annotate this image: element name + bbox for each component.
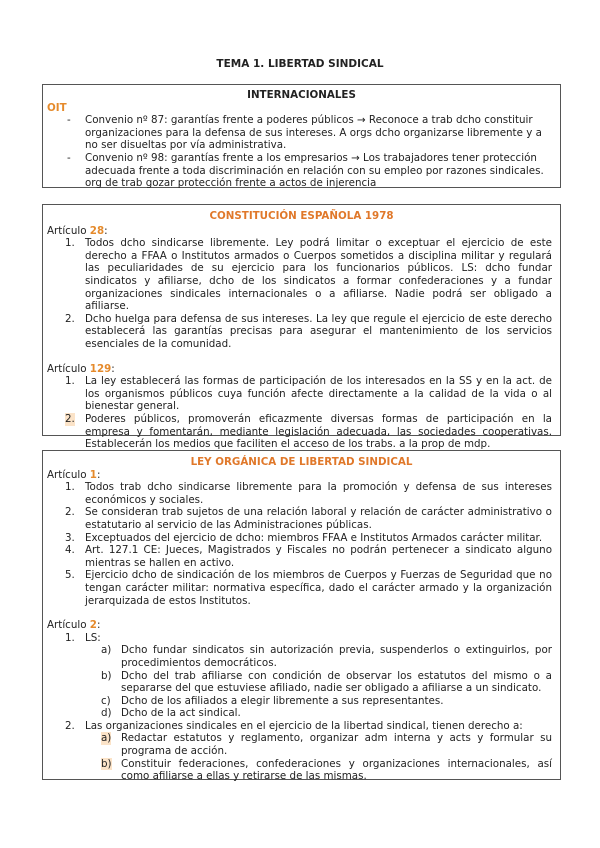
item-text: Art. 127.1 CE: Jueces, Magistrados y Fiscales no podrán pertenecer a sindicato alguno mientras se hallen en activo. [85,544,552,569]
item-text: La ley establecerá las formas de participación de los interesados en la SS y en la act. de los organismos públicos cuya función afecte directamente a la calidad de la vida o al bienestar general. [85,375,552,413]
article-label: Artículo 2: [47,619,101,632]
sub-item: d) Dcho de la act sindical. [101,707,241,720]
article-label: Artículo 129: [47,362,115,375]
article-number: 129 [89,362,112,375]
sub-item: a) Dcho fundar sindicatos sin autorización previa, suspenderlos o extinguirlos, por procedimientos democráticos. [101,644,552,669]
item-text: Se consideran trab sujetos de una relación laboral y relación de carácter administrativo o estatutario al servicio de las Administraciones públicas. [85,506,552,531]
section-heading: CONSTITUCIÓN ESPAÑOLA 1978 [209,210,394,222]
oit-label: OIT [47,101,67,114]
item-text: Las organizaciones sindicales en el ejercicio de la libertad sindical, tienen derecho a: [85,719,523,732]
list-item: 2. Poderes públicos, promoverán eficazmente diversas formas de participación en la empresa y fomentarán, mediante legislación adecuada, las sociedades cooperativas. Establecerán los medios que faciliten el acceso de los trabs. a la prop de mdp. [65,412,552,451]
item-text: Convenio nº 98: garantías frente a los empresarios → Los trabajadores tener protección adecuada frente a toda discriminación en relación con su empleo por razones sindicales. org de trab gozar protección frente a actos de injerencia [85,151,544,190]
article-number: 28 [89,224,105,237]
article-label: Artículo 1: [47,468,101,481]
list-item: 1. LS: [65,631,101,644]
list-item: 4. Art. 127.1 CE: Jueces, Magistrados y Fiscales no podrán pertenecer a sindicato alguno mientras se hallen en activo. [65,544,552,569]
item-text: LS: [85,631,101,644]
item-text: Convenio nº 87: garantías frente a poderes públicos → Reconoce a trab dcho constituir organizaciones para la defensa de sus intereses. A orgs dcho organizarse libremente y a no ser disueltas por vía administrativa. [85,114,542,152]
list-item: 2. Se consideran trab sujetos de una relación laboral y relación de carácter administrativo o estatutario al servicio de las Administraciones públicas. [65,506,552,531]
item-text: Todos dcho sindicarse libremente. Ley podrá limitar o exceptuar el ejercicio de este derecho a FFAA o Institutos armados o Cuerpos sometidos a disciplina militar y regulará las peculiaridades de su ejercicio para los funcionarios públicos. LS: dcho fundar sindicatos y afiliarse, dcho de los sindicatos a formar confederaciones y a fundar organizaciones sindicales internacionales o a afiliarse. Nadie podrá ser obligado a afiliarse. [85,237,552,313]
item-text: Dcho huelga para defensa de sus intereses. La ley que regule el ejercicio de este derecho establecerá las garantías precisas para asegurar el mantenimiento de los servicios esenciales de la comunidad. [85,312,552,350]
list-item: 2. Las organizaciones sindicales en el ejercicio de la libertad sindical, tienen derecho a: [65,719,523,732]
item-text: Dcho de la act sindical. [121,707,241,720]
sub-item: b) Constituir federaciones, confederaciones y organizaciones internacionales, así como afiliarse a ellas y retirarse de las mismas. [101,757,552,783]
list-item: - Convenio nº 98: garantías frente a los empresarios → Los trabajadores tener protección adecuada frente a toda discriminación en relación con su empleo por razones sindicales. org de trab gozar protección frente a actos de injerencia [67,151,544,190]
item-text: Ejercicio dcho de sindicación de los miembros de Cuerpos y Fuerzas de Seguridad que no tengan carácter militar: normativa específica, dado el carácter armado y la organización jerarquizada de estos Institutos. [85,569,552,607]
list-item: - Convenio nº 87: garantías frente a poderes públicos → Reconoce a trab dcho constituir organizaciones para la defensa de sus intereses. A orgs dcho organizarse libremente y a no ser disueltas por vía administrativa. [67,114,542,152]
item-text: Exceptuados del ejercicio de dcho: miembros FFAA e Institutos Armados carácter militar. [85,531,543,544]
section-lols [42,450,561,783]
article-number: 1 [89,468,97,481]
list-item: 1. Todos dcho sindicarse libremente. Ley podrá limitar o exceptuar el ejercicio de este derecho a FFAA o Institutos armados o Cuerpos sometidos a disciplina militar y regulará las peculiaridades de su ejercicio para los funcionarios públicos. LS: dcho fundar sindicatos y afiliarse, dcho de los sindicatos a formar confederaciones y a fundar organizaciones sindicales internacionales o a afiliarse. Nadie podrá ser obligado a afiliarse. [65,237,552,313]
article-number: 2 [89,619,97,632]
item-text: Redactar estatutos y reglamento, organizar adm interna y acts y formular su programa de acción. [121,732,552,758]
sub-item: c) Dcho de los afiliados a elegir libremente a sus representantes. [101,694,444,707]
list-item: 1. Todos trab dcho sindicarse libremente para la promoción y defensa de sus intereses económicos y sociales. [65,481,552,506]
item-text: Constituir federaciones, confederaciones y organizaciones internacionales, así como afiliarse a ellas y retirarse de las mismas. [121,757,552,783]
section-heading: INTERNACIONALES [247,89,356,101]
section-heading: LEY ORGÁNICA DE LIBERTAD SINDICAL [190,456,413,468]
section-constitucion [42,204,561,451]
section-internacionales [42,84,561,188]
list-item: 3. Exceptuados del ejercicio de dcho: miembros FFAA e Institutos Armados carácter militar. [65,531,543,544]
page-title: TEMA 1. LIBERTAD SINDICAL [216,58,384,70]
list-item: 5. Ejercicio dcho de sindicación de los miembros de Cuerpos y Fuerzas de Seguridad que no tengan carácter militar: normativa específica, dado el carácter armado y la organización jerarquizada de estos Institutos. [65,569,552,607]
item-text: Poderes públicos, promoverán eficazmente diversas formas de participación en la empresa y fomentarán, mediante legislación adecuada, las sociedades cooperativas. Establecerán los medios que faciliten el acceso de los trabs. a la prop de mdp. [85,412,552,451]
list-item: 1. La ley establecerá las formas de participación de los interesados en la SS y en la act. de los organismos públicos cuya función afecte directamente a la calidad de la vida o al bienestar general. [65,375,552,413]
sub-item: b) Dcho del trab afiliarse con condición de observar los estatutos del mismo o a separarse del que estuviese afiliado, nadie ser obligado a afiliarse a un sindicato. [101,669,552,695]
sub-item: a) Redactar estatutos y reglamento, organizar adm interna y acts y formular su programa de acción. [101,732,552,758]
article-label: Artículo 28: [47,224,108,237]
item-text: Dcho fundar sindicatos sin autorización previa, suspenderlos o extinguirlos, por procedimientos democráticos. [121,644,552,669]
list-item: 2. Dcho huelga para defensa de sus intereses. La ley que regule el ejercicio de este derecho establecerá las garantías precisas para asegurar el mantenimiento de los servicios esenciales de la comunidad. [65,312,552,350]
item-text: Dcho de los afiliados a elegir libremente a sus representantes. [121,694,444,707]
item-text: Todos trab dcho sindicarse libremente para la promoción y defensa de sus intereses económicos y sociales. [85,481,552,506]
item-text: Dcho del trab afiliarse con condición de observar los estatutos del mismo o a separarse del que estuviese afiliado, nadie ser obligado a afiliarse a un sindicato. [121,669,552,695]
